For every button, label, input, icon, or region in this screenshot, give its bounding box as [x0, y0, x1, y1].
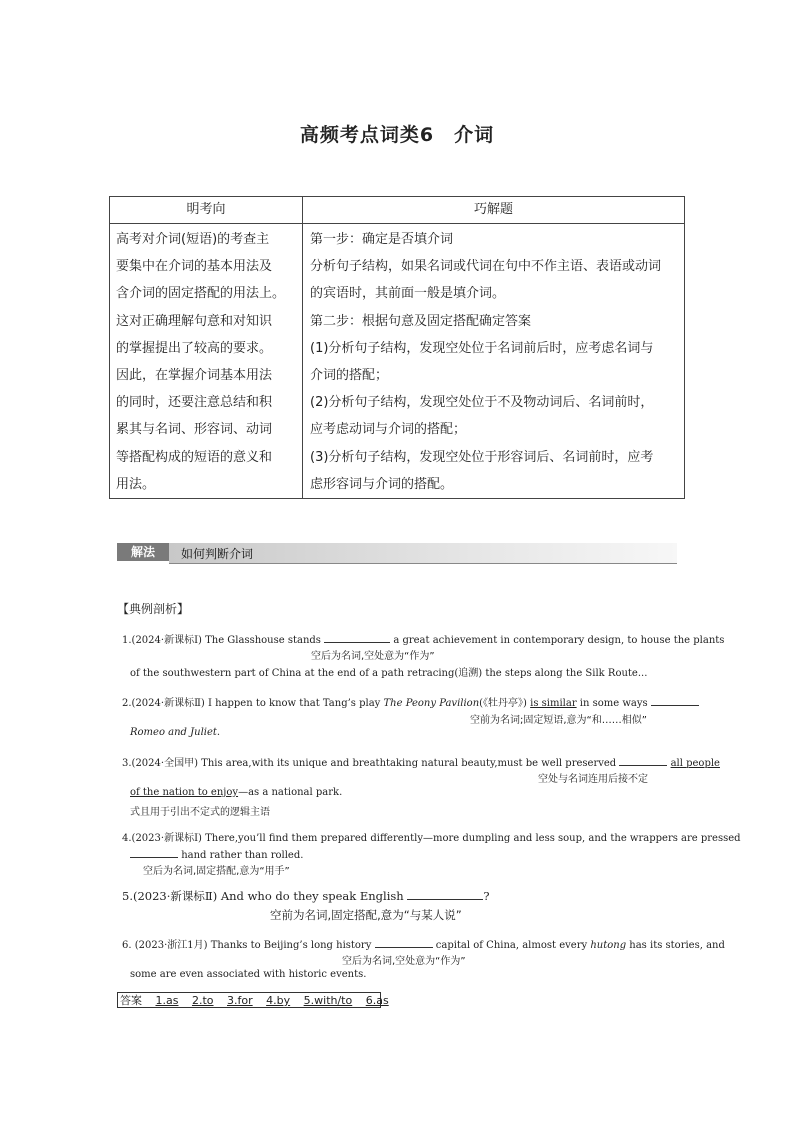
example-4-note: 空后为名词,固定搭配,意为“用手”: [143, 866, 290, 877]
answer-item: 3.for: [227, 994, 253, 1007]
example-5-note: 空前为名词,固定搭配,意为“与某人说”: [270, 908, 462, 922]
answer-key: 答案 1.as 2.to 3.for 4.by 5.with/to 6.as: [117, 992, 381, 1008]
table-right-line: 的宾语时，其前面一般是填介词。: [310, 286, 506, 302]
table-left-line: 含介词的固定搭配的用法上。: [116, 286, 286, 302]
table-cell-left: [110, 224, 303, 499]
answer-blank: [619, 754, 667, 766]
table-right-line: (2)分析句子结构，发现空处位于不及物动词后、名词前时，: [310, 395, 654, 411]
table-header-left: 明考向: [110, 197, 303, 224]
table-right-line: (3)分析句子结构，发现空处位于形容词后、名词前时，应考: [310, 449, 654, 465]
banner-tab: 解法: [117, 543, 169, 561]
example-2-line: 2.(2024·新课标Ⅱ) I happen to know that Tang’s play The Peony Pavilion(《牡丹亭》) is similar in some ways: [122, 694, 699, 709]
table-left-line: 要集中在介词的基本用法及: [116, 259, 273, 275]
table-left-line: 的掌握提出了较高的要求。: [116, 340, 273, 356]
table-left-line: 用法。: [116, 476, 156, 492]
example-6-note: 空后为名词,空处意为“作为”: [342, 956, 466, 967]
answer-blank: [407, 888, 483, 900]
table-right-line: 第一步：确定是否填介词: [310, 232, 454, 247]
banner-label: 如何判断介词: [181, 547, 254, 561]
section-heading: 【典例剖析】: [117, 602, 190, 616]
example-5-line: 5.(2023·新课标Ⅱ) And who do they speak English ?: [122, 889, 490, 903]
example-3-line: 3.(2024·全国甲) This area,with its unique and breathtaking natural beauty,must be well preserved all people: [122, 754, 720, 769]
method-banner: [117, 543, 677, 565]
answer-item: 5.with/to: [303, 994, 353, 1007]
answer-blank: [324, 631, 390, 643]
example-3-note-2: 式且用于引出不定式的逻辑主语: [130, 807, 270, 818]
answer-blank: [375, 936, 433, 948]
strategy-table: [109, 196, 685, 499]
example-1-note: 空后为名词,空处意为“作为”: [311, 651, 435, 662]
table-right-line: 分析句子结构，如果名词或代词在句中不作主语、表语或动词: [310, 259, 662, 275]
answer-item: 1.as: [155, 994, 179, 1007]
answer-item: 2.to: [191, 994, 214, 1007]
example-4-continuation: hand rather than rolled.: [130, 846, 303, 861]
table-right-line: (1)分析句子结构，发现空处位于名词前后时，应考虑名词与: [310, 340, 654, 356]
example-6-line: 6. (2023·浙江1月) Thanks to Beijing’s long history capital of China, almost every hutong has its stories, and: [122, 936, 725, 951]
example-4-line: 4.(2023·新课标Ⅰ) There,you’ll find them prepared differently—more dumpling and less soup, and the wrappers are pressed: [122, 833, 741, 844]
example-3-continuation: of the nation to enjoy—as a national park.: [130, 787, 343, 798]
example-3-note: 空处与名词连用后接不定: [538, 774, 648, 785]
table-left-line: 因此，在掌握介词基本用法: [116, 367, 273, 383]
table-left-line: 高考对介词(短语)的考查主: [116, 232, 270, 247]
table-left-line: 这对正确理解句意和对知识: [116, 313, 273, 329]
table-header-right: 巧解题: [303, 197, 685, 224]
answer-item: 6.as: [365, 994, 389, 1007]
table-left-line: 等搭配构成的短语的意义和: [116, 449, 273, 465]
table-right-line: 应考虑动词与介词的搭配；: [310, 422, 467, 438]
table-right-line: 介词的搭配；: [310, 367, 389, 383]
table-right-line: 虑形容词与介词的搭配。: [310, 476, 454, 492]
answer-blank: [130, 846, 178, 858]
example-1-line: 1.(2024·新课标Ⅰ) The Glasshouse stands a great achievement in contemporary design, to house the plants: [122, 631, 724, 646]
answer-item: 4.by: [266, 994, 291, 1007]
table-left-line: 累其与名词、形容词、动词: [116, 422, 273, 438]
example-2-note: 空前为名词;固定短语,意为“和……相似”: [470, 715, 647, 726]
table-right-line: 第二步：根据句意及固定搭配确定答案: [310, 313, 532, 329]
page-title: 高频考点词类6 介词: [299, 124, 495, 146]
table-cell-right: [303, 224, 685, 499]
answer-blank: [651, 694, 699, 706]
table-left-line: 的同时，还要注意总结和积: [116, 395, 273, 411]
example-6-continuation: some are even associated with historic events.: [130, 969, 367, 980]
example-1-continuation: of the southwestern part of China at the end of a path retracing(追溯) the steps along the Silk Route...: [130, 668, 648, 679]
example-2-continuation: Romeo and Juliet.: [130, 727, 221, 738]
